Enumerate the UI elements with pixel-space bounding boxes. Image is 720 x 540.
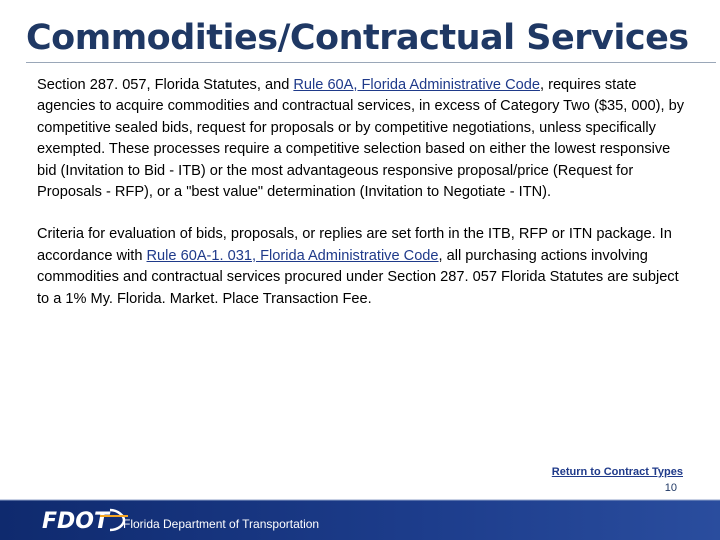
paragraph-text: Section 287. 057, Florida Statutes, and (37, 77, 294, 93)
title-divider (26, 62, 716, 63)
paragraph-text: , all purchasing actions involving commodities and contractual services procured under Section 287. 057 Florida Statutes are subject to a 1% My. Florida. Market. Place Transaction Fee. (37, 247, 679, 307)
rule-60a-1-031-link[interactable]: Rule 60A-1. 031, Florida Administrative Code (146, 247, 439, 264)
rule-60a-link[interactable]: Rule 60A, Florida Administrative Code (293, 77, 540, 93)
fdot-logo-text: FDOT (42, 509, 109, 534)
return-to-contract-types-link[interactable]: Return to Contract Types (551, 466, 683, 478)
paragraph-criteria (37, 224, 687, 310)
footer (0, 478, 720, 540)
fdot-logo-icon (40, 506, 135, 534)
slide-body (37, 75, 687, 331)
paragraph-text: , requires state agencies to acquire commodities and contractual services, in excess of Category Two ($35, 000), by competitive sealed bids, request for proposals or by competitive negotiations, unless specifically exempted. These processes require a competitive selection based on either the lowest responsive bid (Invitation to Bid - ITB) or the most advantageous responsive proposal/price (Request for Proposals - RFP), or a "best value" determination (Invitation to Negotiate - ITN). (37, 77, 685, 201)
paragraph-text: Criteria for evaluation of bids, proposals, or replies are set forth in the ITB, RFP or ITN package. In accordance with (37, 226, 672, 264)
footer-org-name: Florida Department of Transportation (123, 517, 320, 531)
paragraph-statute (37, 75, 687, 203)
slide-title: Commodities/Contractual Services (26, 18, 689, 58)
page-number: 10 (664, 482, 677, 494)
